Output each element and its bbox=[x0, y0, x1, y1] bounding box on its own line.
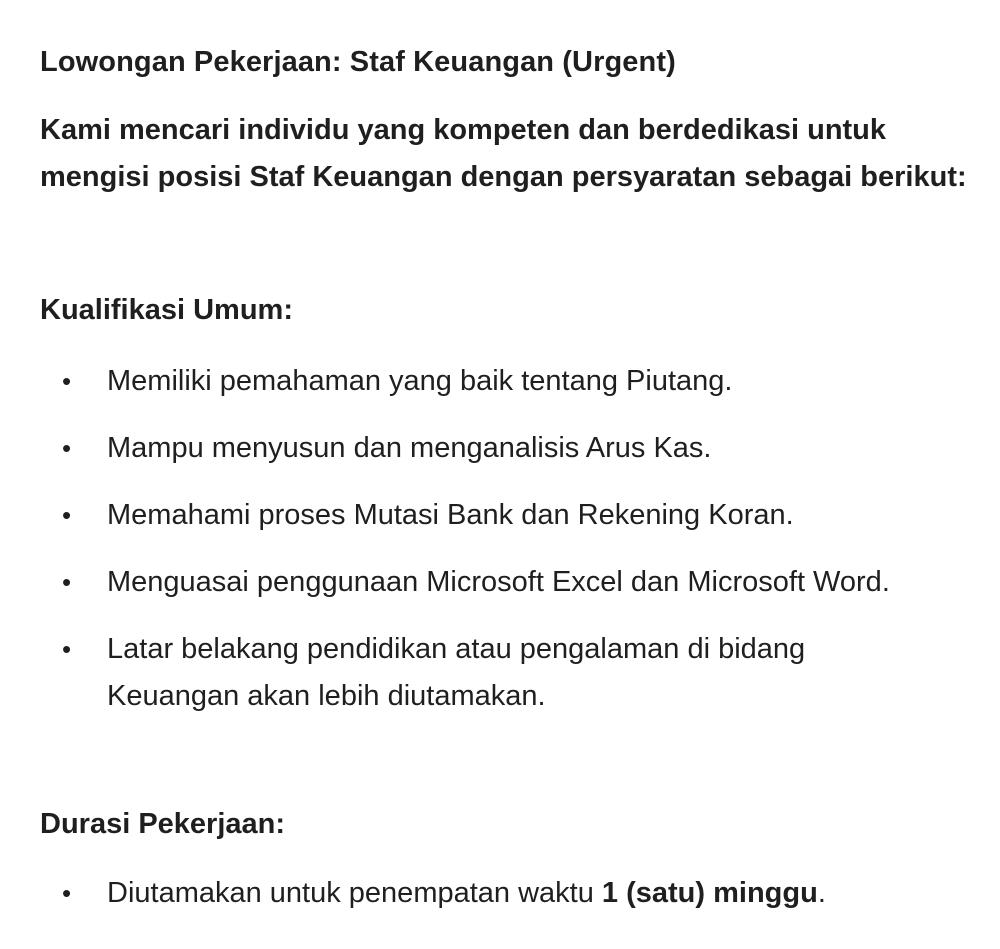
qualification-item: • Menguasai penggunaan Microsoft Excel dan Microsoft Word. bbox=[0, 559, 907, 606]
duration-list bbox=[0, 870, 1000, 937]
qualification-item: • Memiliki pemahaman yang baik tentang Piutang. bbox=[0, 358, 907, 405]
duration-heading: Durasi Pekerjaan: bbox=[40, 808, 286, 840]
qualification-item: • Latar belakang pendidikan atau pengalaman di bidang Keuangan akan lebih diutamakan. bbox=[0, 626, 907, 720]
qualifications-list bbox=[0, 358, 1000, 740]
qualification-item: • Mampu menyusun dan menganalisis Arus Kas. bbox=[0, 425, 907, 472]
job-title: Lowongan Pekerjaan: Staf Keuangan (Urgent) bbox=[40, 46, 676, 78]
qualification-item: • Memahami proses Mutasi Bank dan Rekening Koran. bbox=[0, 492, 907, 539]
intro-paragraph: Kami mencari individu yang kompeten dan berdedikasi untuk mengisi posisi Staf Keuangan dengan persyaratan sebagai berikut: bbox=[40, 114, 967, 193]
duration-item bbox=[0, 870, 907, 917]
duration-emphasis: 1 (satu) minggu bbox=[601, 877, 818, 909]
duration-prefix: Diutamakan untuk penempatan waktu bbox=[107, 877, 602, 909]
qualifications-heading: Kualifikasi Umum: bbox=[40, 294, 293, 326]
duration-suffix: . bbox=[817, 877, 826, 909]
